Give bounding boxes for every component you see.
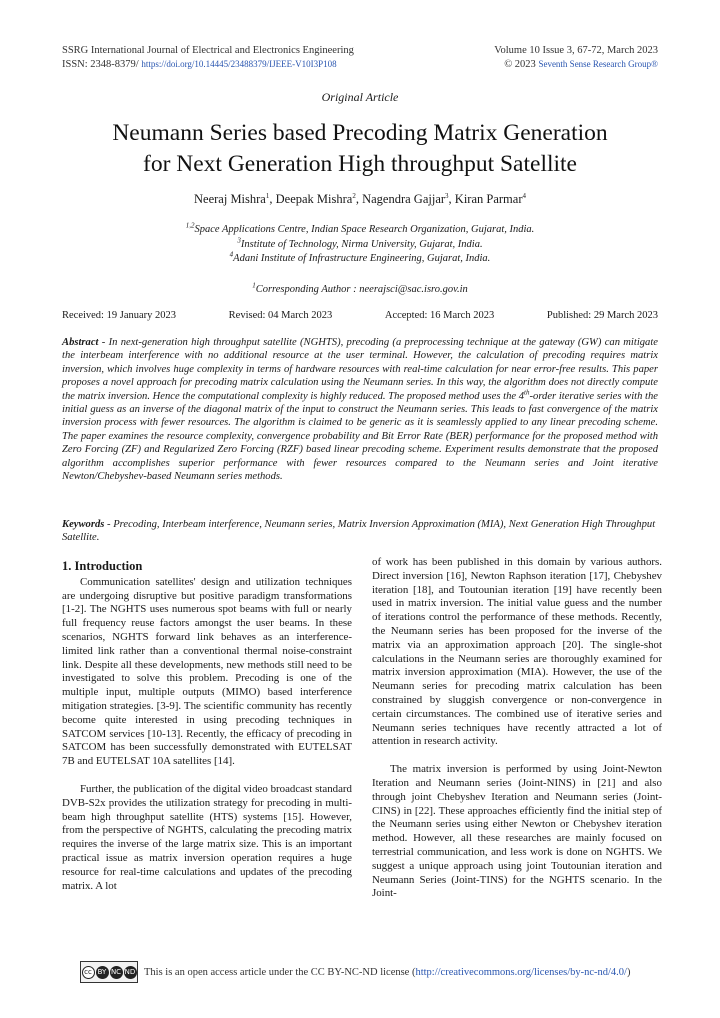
- nc-icon: NC: [110, 966, 123, 979]
- author: Deepak Mishra: [275, 192, 353, 206]
- affiliation: $^3$Institute of Technology, Nirma University, Gujarat, India.: [237, 236, 483, 250]
- title-line-2: for Next Generation High throughput Satellite: [143, 151, 577, 177]
- running-header-left: [62, 44, 354, 71]
- by-icon: BY: [96, 966, 109, 979]
- paragraph: The matrix inversion is performed by using Joint-Newton Iteration and Neumann series (Joint-NINS) in [21] and also through joint Chebyshev Iteration and Neumann series (Joint-CINS) in [22]. These approaches efficiently find the initial step of the Neumann series using either Newton or Chebyshev iteration method. However, all these researches are mainly focused on terrestrial communication, and less work is done on NGHTS. We suggest a unique approach using joint Toutounian iteration and Neumann Series (Joint-TINS) for the NGHTS scenario. In the Joint-: [372, 763, 662, 900]
- nd-icon: ND: [124, 966, 137, 979]
- license-text: This is an open access article under the CC BY-NC-ND license (: [144, 966, 416, 978]
- title-line-1: Neumann Series based Precoding Matrix Generation: [112, 120, 608, 146]
- abstract-label: Abstract: [62, 337, 99, 348]
- corresponding-author: $^1$Corresponding Author : neerajsci@sac.isro.gov.in: [252, 281, 468, 295]
- affiliation: $^4$Adani Institute of Infrastructure Engineering, Gujarat, India.: [229, 250, 491, 264]
- doi-link[interactable]: https://doi.org/10.14445/23488379/IJEEE-V10I3P108: [141, 58, 337, 69]
- paragraph: of work has been published in this domain by various authors. Direct inversion [16], Newton Raphson iteration [17], Chebyshev iteration [18], and Toutounian iteration [19] have recently been used in matrix inversion. The initial value guess and the number of iterations control the performance of these methods. Recently, the Neumann series has been proposed for the inverse of the matrix via an approximation approach [20]. The single-shot calculations in the Neumann series are thoroughly examined for matrix inversion approximation (MIA). However, the use of the Neumann series for precoding matrix calculation has been constrained by sluggish convergence or non-convergence in certain circumstances. The combined use of iterative series and Neumann series techniques have recently attracted a lot of attention in research activity.: [372, 556, 662, 748]
- affiliations: [0, 223, 720, 267]
- author: Nagendra Gajjar: [362, 192, 446, 206]
- article-type: Original Article: [321, 90, 399, 104]
- publisher-link[interactable]: Seventh Sense Research Group®: [538, 58, 658, 69]
- volume-info: Volume 10 Issue 3, 67-72, March 2023: [494, 45, 658, 56]
- published-date: Published: 29 March 2023: [546, 310, 658, 321]
- paragraph: Communication satellites' design and utilization techniques are undergoing disruptive but positive paradigm transformations [1-2]. The NGHTS uses numerous spot beams with full or nearly full frequency reuse factors amongst the user beams. In these scenarios, NGHTS forward link behaves as an interference-limited link rather than a conventional thermal noise-constraint link. Despite all these developments, new methods still need to be investigated to solve this problem. Precoding is one of the multiple input, multiple outputs (MIMO) based interference mitigation strategies. [3-9]. The scientific community has recently become quite interested in using precoding techniques in SATCOM services [10-13]. Recently, the efficacy of precoding in SATCOM has been successfully demonstrated with EUTELSAT 7B and EUTELSAT 10A satellites [14].: [62, 575, 352, 768]
- column-left: [62, 560, 352, 907]
- running-header-right: [494, 44, 658, 71]
- section-heading: 1. Introduction: [62, 559, 143, 573]
- keywords-label: Keywords: [62, 519, 105, 530]
- paper-title: [40, 118, 680, 180]
- cc-license-badge: [80, 961, 138, 983]
- paragraph: Further, the publication of the digital video broadcast standard DVB-S2x provides the utilization strategy for precoding in multi-beam high throughput satellite (HTS) systems [15]. However, from the perspective of NGHTS, calculating the precoding matrix requires the inverse of the large matrix size. This is an important practical issue as matrix inversion operation requires a huge resource for real-time calculations and updates of the precoding matrix. A lot: [62, 782, 352, 892]
- copyright: © 2023: [504, 58, 536, 70]
- author: Neeraj Mishra: [194, 192, 266, 206]
- license-link[interactable]: http://creativecommons.org/licenses/by-nc-nd/4.0/: [415, 966, 627, 978]
- author-list: Neeraj Mishra$^1$, Deepak Mishra$^2$, Nagendra Gajjar$^3$, Kiran Parmar$^4$: [194, 191, 526, 206]
- article-dates: [62, 310, 658, 321]
- abstract: Abstract - In next-generation high throughput satellite (NGHTS), precoding (a preprocessing technique at the gateway (GW) can mitigate the interbeam interference with no additional resource at the user terminal. However, the calculation of precoding requires matrix inversion, which involves huge complexity in terms of hardware resources with real-time calculation for near error-free results. This paper proposes a novel approach for precoding matrix calculation using the Neumann series. In this way, the algorithm does not directly compute the matrix inversion. Hence the computational complexity is highly reduced. The proposed method uses the 4th-order iterative series with the initial guess as an inverse of the diagonal matrix of the input to construct the Neumann series. This leads to fast convergence of the matrix inversion process with fewer resources. The algorithm is claimed to be generic as it is seamlessly applied to any linear precoding scheme. The paper examines the resource complexity, convergence probability and Bit Error Rate (BER) performance for the proposed method with Zero Forcing (ZF) and Regularized Zero Forcing (RZF) based linear precoding scheme. Experiment results demonstrate that the proposed algorithm accomplishes superior performance with fewer resources compared to the Neumann series and Joint iterative Newton/Chebyshev-based Neumann series methods.: [62, 337, 658, 483]
- keywords: Keywords - Precoding, Interbeam interference, Neumann series, Matrix Inversion Approximation (MIA), Next Generation High Throughput Satellite.: [62, 519, 656, 544]
- column-right: [372, 556, 662, 915]
- author: Kiran Parmar: [454, 192, 523, 206]
- affiliation: $^{1,2}$Space Applications Centre, Indian Space Research Organization, Gujarat, India.: [185, 221, 535, 235]
- issn: ISSN: 2348-8379/: [62, 58, 139, 70]
- accepted-date: Accepted: 16 March 2023: [384, 310, 495, 321]
- journal-name: SSRG International Journal of Electrical and Electronics Engineering: [62, 45, 354, 56]
- revised-date: Revised: 04 March 2023: [228, 310, 333, 321]
- cc-icon: cc: [82, 966, 95, 979]
- received-date: Received: 19 January 2023: [62, 310, 177, 321]
- license-footer: cc BY NC ND This is an open access article under the CC BY-NC-ND license ( http://creativecommons.org/licenses/by-nc-nd/4.0/ ): [80, 961, 630, 983]
